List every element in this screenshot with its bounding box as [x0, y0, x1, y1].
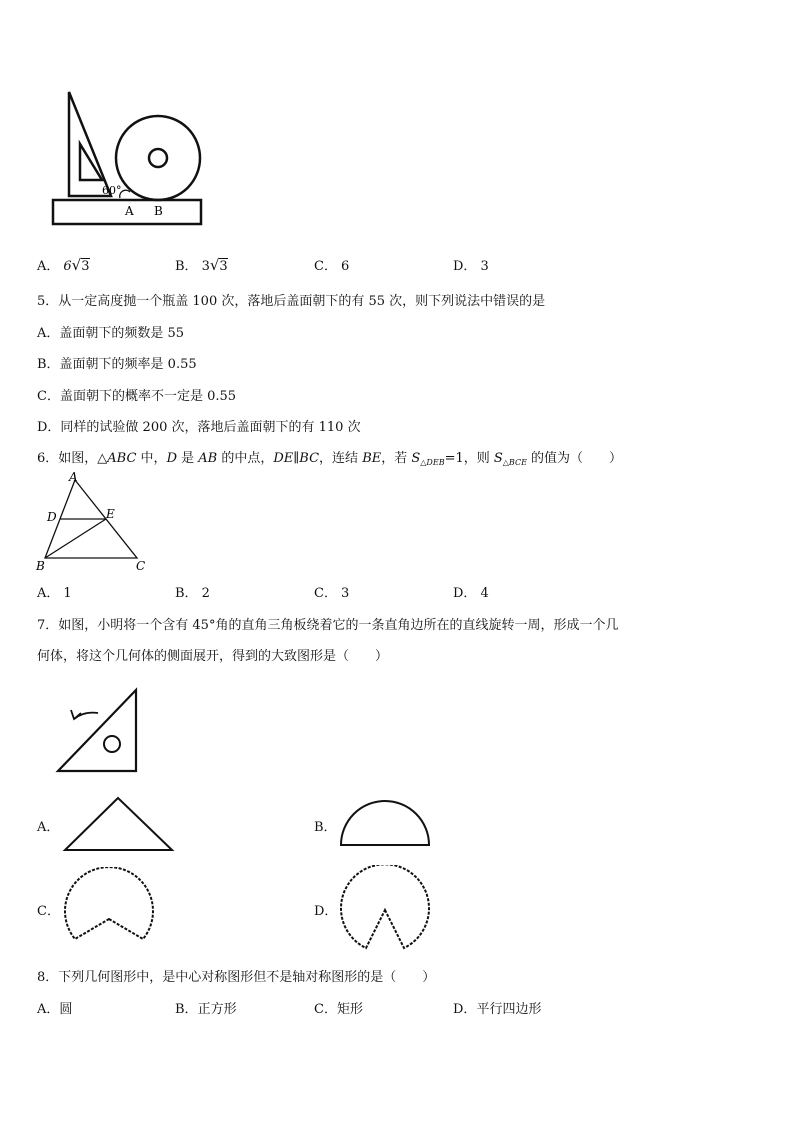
sqrt-icon: √: [209, 256, 220, 274]
q4-point-a-label: A: [125, 204, 134, 218]
q4-option-b: [175, 255, 228, 274]
q4-option-b-text: 3: [201, 259, 210, 274]
q7-option-d-sector: [341, 865, 429, 948]
q6-label-a: A: [69, 470, 78, 484]
q6-option-b-letter: B．: [175, 586, 198, 601]
q6-stem-part: 中，: [136, 451, 167, 466]
q6-option-b-text: 2: [201, 586, 210, 601]
q8-option-c-letter: C．: [314, 1002, 337, 1017]
q6-ab: AB: [198, 451, 218, 466]
q7-option-b-letter: B．: [314, 820, 337, 835]
q4-option-a-radicand: 3: [81, 259, 90, 274]
q6-option-d-letter: D．: [453, 586, 477, 601]
q5-option-b: B．盖面朝下的频率是 0.55: [37, 357, 197, 372]
q6-d: D: [166, 451, 177, 466]
q4-option-a-text: 6: [63, 259, 72, 274]
q6-label-b: B: [36, 559, 45, 573]
q6-be: BE: [362, 451, 382, 466]
q7-option-c-figure: [60, 867, 158, 951]
q7-stem-line1: 7．如图，小明将一个含有 45°角的直角三角板绕着它的一条直角边所在的直线旋转一周，形成一个几: [37, 618, 619, 633]
q6-s2-sub: △BCE: [502, 458, 527, 467]
q6-parallel: ∥: [293, 451, 300, 466]
q8-option-d-text: 平行四边形: [476, 1002, 542, 1017]
q4-option-c-letter: C．: [314, 259, 337, 274]
q4-angle-label: 60°: [102, 184, 122, 197]
q4-option-c-text: 6: [340, 259, 350, 274]
rotation-arrow-head-icon: [71, 710, 81, 719]
q8-stem: 8．下列几何图形中，是中心对称图形但不是轴对称图形的是（ ）: [37, 970, 436, 985]
q7-option-a-letter: A．: [37, 820, 60, 835]
q4-option-d-letter: D．: [453, 259, 477, 274]
q7-stem-line2: 何体，将这个几何体的侧面展开，得到的大致图形是（ ）: [37, 649, 389, 664]
q5-stem: 5．从一定高度抛一个瓶盖 100 次，落地后盖面朝下的有 55 次，则下列说法中错误的是: [37, 294, 546, 309]
q7-set-square-figure: [50, 685, 146, 777]
q6-option-b: [175, 582, 210, 601]
sqrt-icon: √: [71, 256, 82, 274]
q4-option-c: [314, 255, 349, 274]
q6-stem-part: 的中点，: [217, 451, 274, 466]
q8-option-d: [453, 998, 541, 1017]
q6-option-c-text: 3: [340, 586, 350, 601]
q6-label-d: D: [47, 510, 57, 524]
q6-de: DE: [273, 451, 294, 466]
q7-option-d-figure: [336, 865, 434, 955]
q7-option-c-sector: [65, 867, 153, 939]
q6-triangle-figure: [33, 470, 153, 574]
q8-option-b-text: 正方形: [197, 1002, 237, 1017]
q4-disc-center-hole: [149, 149, 167, 167]
q7-option-b-figure: [338, 799, 432, 849]
q8-option-b: [175, 998, 237, 1017]
q6-segment-be: [45, 519, 106, 558]
q5-option-c: C．盖面朝下的概率不一定是 0.55: [37, 389, 237, 404]
q6-abc: ABC: [107, 451, 137, 466]
q7-option-d-letter: D．: [314, 904, 338, 919]
q8-option-c: [314, 998, 363, 1017]
q7-option-b-semicircle: [341, 801, 429, 845]
q4-option-b-radicand: 3: [219, 259, 228, 274]
q8-option-a: [37, 998, 72, 1017]
q7-option-c-letter: C．: [37, 904, 60, 919]
q6-label-e: E: [106, 507, 115, 521]
q4-option-b-letter: B．: [175, 259, 198, 274]
q7-option-a-triangle: [65, 798, 172, 850]
q6-option-a-letter: A．: [37, 586, 60, 601]
q6-s1-sub: △DEB: [420, 458, 445, 467]
q4-option-d-text: 3: [480, 259, 489, 274]
q6-option-c-letter: C．: [314, 586, 337, 601]
q4-figure: [50, 88, 210, 230]
q4-disc: [116, 116, 200, 200]
q6-stem-part: 6．如图，△: [37, 451, 108, 466]
q8-option-a-text: 圆: [59, 1002, 73, 1017]
q6-stem-part: =1，则: [444, 451, 494, 466]
q6-option-a-text: 1: [63, 586, 72, 601]
q6-option-a: [37, 582, 72, 601]
q4-point-b-label: B: [154, 204, 163, 218]
q8-option-c-text: 矩形: [336, 1002, 363, 1017]
q6-option-d: [453, 582, 489, 601]
q6-stem-part: 是: [177, 451, 199, 466]
q6-stem: [37, 447, 622, 467]
q5-option-a: A．盖面朝下的频数是 55: [37, 326, 185, 341]
q6-option-c: [314, 582, 349, 601]
q7-set-square-hole: [104, 736, 120, 752]
q4-option-a: [37, 255, 90, 274]
q8-option-d-letter: D．: [453, 1002, 477, 1017]
q6-stem-part: 的值为（ ）: [526, 451, 623, 466]
q6-bc: BC: [299, 451, 320, 466]
q7-set-square: [58, 690, 136, 771]
q6-option-d-text: 4: [480, 586, 489, 601]
q4-option-d: [453, 255, 489, 274]
q6-label-c: C: [136, 559, 146, 573]
q8-option-a-letter: A．: [37, 1002, 60, 1017]
q6-stem-part: ，连结: [319, 451, 363, 466]
q6-s2: S: [493, 451, 503, 466]
q6-stem-part: ，若: [381, 451, 412, 466]
q5-option-d: D．同样的试验做 200 次，落地后盖面朝下的有 110 次: [37, 420, 361, 435]
q6-s1: S: [411, 451, 421, 466]
q7-option-a-figure: [62, 794, 176, 854]
q8-option-b-letter: B．: [175, 1002, 198, 1017]
q4-option-a-letter: A．: [37, 259, 60, 274]
